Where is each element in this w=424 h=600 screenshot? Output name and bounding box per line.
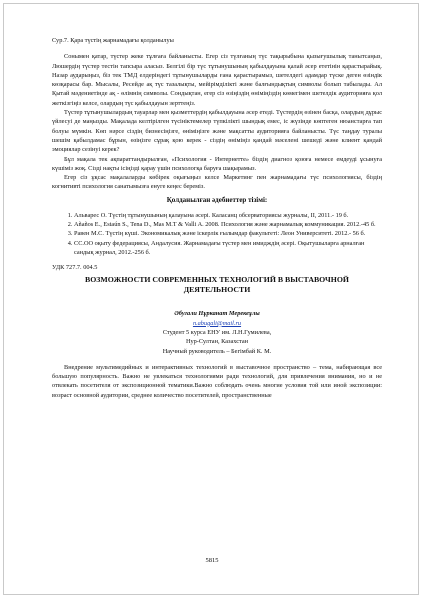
body-paragraph-4: Егер сіз ұқсас мақалаларды көбірек оқығыңыз келсе Маркетинг пен жарнамадағы түс психологиясы, біздің когнитивті психология санатымызға енуге кеңес береміз. [52,174,382,191]
article-paragraph: Внедрение мультимедийных и интерактивных технологий в выставочное пространство – тема, набирающая все большую популярность. Важно не увлекаться технологиями ради технологий, для привлечения внимания, но и не отвлекать посетителя от экспозиционной тематики.Важно соблюдать очень многие условия той или иной экспозиции: возраст основной аудитории, среднее количество посетителей, пространственные [52,363,382,399]
reference-item: 3. Равен М.С. Түстің күші. Экономикалық және іскерлік ғылымдар факультеті: Леон Университеті. 2012.- 56 б. [74,229,382,238]
reference-item: 4. СС.ОО оқыту федерациясы, Андалусия. Жарнамадағы түстер мен имидждің әсері. Оқытушыларға арналған сандық журнал, 2012.-256 б. [74,239,382,258]
page-number: 5815 [205,557,219,564]
body-paragraph-3: Бұл мақала тек ақпараттандырылған, «Психология - Интернетте» біздің диагноз қоюға немесе емдеуді ұсынуға күшіміз жоқ. Сізді нақты ісіңізді қарау үшін психологқа баруға шақырамыз. [52,155,382,172]
author-email-line [52,319,382,328]
author-email-link[interactable]: n.abugali@mail.ru [192,319,242,327]
body-paragraph-1: Сонымен қатар, түстер жеке тұлғаға байланысты. Егер сіз түлғаның түс тақырыбына қызығушылық танытсаңыз, Люшердің түстер тестін тапсыра аласыз. Белгілі бір түс тұтынушының қабылдауына қалай әсер ететінін қарастырайық. Назар аударыңыз, біз тек ТМД елдеріндегі тұтынушыларды ғана қарастырамыз, шетелдегі адамдар түске деген өзіндік көзқарасы бар. Мысалы, Ресейде ақ түс тазалықты, мейірімділікті және балғындықтың символы болып табылады. Ал Қытай мәдениетінде ақ - өлімнің символы. Сондықтан, егер сіз өзіңіздің өніміңіздің көмегімен шетелдік аудиторияға қол жеткізгіңіз келсе, олардың түс қабылдауын зерттеңіз. [52,53,382,107]
article-title: ВОЗМОЖНОСТИ СОВРЕМЕННЫХ ТЕХНОЛОГИЙ В ВЫСТАВОЧНОЙ ДЕЯТЕЛЬНОСТИ [85,274,349,294]
affiliation-line-2: Нур-Султан, Казахстан [185,338,249,346]
udk-code: УДК 727.7. 004.5 [52,264,98,272]
document-page [3,3,419,595]
supervisor-line: Научный руководитель – Бегімбай К. М. [162,347,272,355]
references-list [52,211,382,257]
figure-caption: Сур.7. Қара түстің жарнамадағы қолданылуы [52,37,174,44]
page-content [52,36,382,400]
author-name: Әбугали Нұрканат Мерекеұлы [174,310,260,318]
reference-item: 1. Альварес О. Түстің тұтынушының қалауына әсері. Каласанц обсерваториясы журналы, II, 2011.- 19 б. [74,211,382,220]
references-heading: Қолданылған әдебиеттер тізімі: [166,195,268,204]
body-paragraph-2: Түстер тұтынушылардың тауарлар мен қызметтердің қабылдауына әсер етеді. Түстердің өзінен басқа, олардың дұрыс үйлесуі де маңызды. Мақалада келтірілген түсініктемелер түпкілікті шындық емес, іс жүзінде көптеген нюанстарға тап болуы мүмкін. Көп нәрсе сіздің бизнесіңізге, өніміңізге және мақсатты аудиторияға байланысты. Түс таңдау туралы шешім қабылдамас бұрын, өзіңізге сұрақ қою керек - сіздің өніміңіз қандай мәселені шешеді және клиент қандай эмоциялар сезінуі керек? [52,109,382,154]
reference-item: 2. Añaños E., Estaún S., Tena D., Mas M.T & Valli A. 2008. Психология және жарнамалық коммуникация. 2012.-45 б. [74,220,382,229]
affiliation-line-1: Студент 5 курса ЕНУ им. Л.Н.Гумилева, [162,328,272,336]
